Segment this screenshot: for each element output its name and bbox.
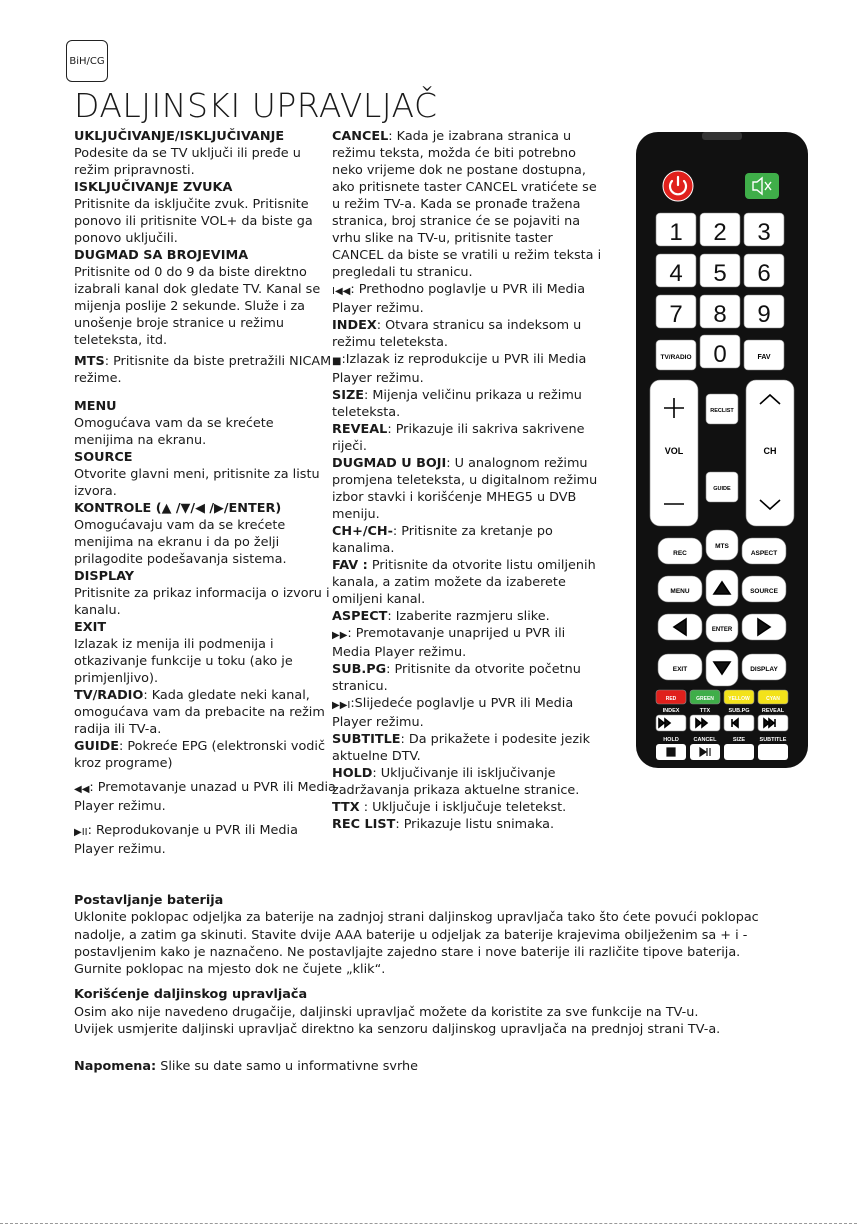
middle-column (332, 128, 604, 833)
note-text: Slike su date samo u informativne svrhe (156, 1059, 419, 1075)
remote-control-illustration (634, 130, 810, 770)
usage-heading: Korišćenje daljinskog upravljača (74, 987, 308, 1003)
function-key (758, 744, 788, 760)
col2-entry (332, 317, 604, 351)
digit-key-label: 6 (757, 260, 771, 287)
col2-entry (332, 799, 604, 816)
color-key-label: GREEN (696, 696, 714, 702)
col2-text: : Pritisnite za kretanje po kanalima. (332, 524, 553, 556)
media-control-icon: ◀◀ (74, 784, 90, 795)
col1-entry (74, 128, 336, 179)
col1-text: : Kada gledate neki kanal, omogućava vam da prebacite na režim radija ili TV-a. (74, 688, 325, 737)
col1-text: : Reprodukovanje u PVR ili Media Player režimu. (74, 823, 298, 857)
function-key-caption: TTX (699, 708, 711, 714)
col2-text: :Slijedeće poglavlje u PVR ili Media Player režimu. (332, 696, 574, 730)
col1-entry (74, 738, 336, 772)
display-label: DISPLAY (750, 666, 778, 673)
col1-inline-heading: TV/RADIO (74, 688, 144, 703)
col2-inline-heading: DUGMAD U BOJI (332, 456, 447, 471)
function-key-caption: SUB.PG (728, 708, 750, 714)
col2-text: : Prethodno poglavlje u PVR ili Media Player režimu. (332, 282, 586, 316)
left-column (74, 128, 336, 858)
mts-label: MTS (715, 543, 729, 550)
col2-text: : Pritisnite da otvorite početnu stranicu. (332, 662, 581, 694)
digit-key-label: 4 (669, 260, 683, 287)
col2-entry (332, 557, 604, 608)
col2-text: : Da prikažete i podesite jezik aktuelne DTV. (332, 732, 591, 764)
function-key-caption: SUBTITLE (759, 737, 787, 743)
col2-text: :Izlazak iz reprodukcije u PVR ili Media Player režimu. (332, 352, 587, 386)
media-control-icon: ■ (332, 356, 342, 367)
col2-entry (332, 695, 604, 731)
menu-label: MENU (670, 588, 690, 595)
col1-text: Otvorite glavni meni, pritisnite za listu izvora. (74, 467, 320, 499)
col1-entry (74, 500, 336, 568)
col2-inline-heading: CH+/CH- (332, 524, 393, 539)
col2-entry (332, 608, 604, 625)
note (74, 1058, 764, 1075)
col1-entry (74, 398, 336, 449)
col1-text: Pritisnite da isključite zvuk. Pritisnite ponovo ili pritisnite VOL+ da biste ga ponovo uključili. (74, 197, 313, 246)
fav-label: FAV (757, 354, 771, 361)
col2-entry (332, 128, 604, 281)
digit-key-label: 8 (713, 301, 727, 328)
source-label: SOURCE (750, 588, 778, 595)
col2-entry (332, 351, 604, 387)
aspect-label: ASPECT (750, 550, 778, 557)
col2-entry (332, 387, 604, 421)
battery-text: Uklonite poklopac odjeljka za baterije na zadnjoj strani daljinskog upravljača tako što ćete povući poklopac nadolje, a zatim ga skinuti. Stavite dvije AAA baterije u odjeljak za baterije krajevima obilježenim sa + i - postavljenim kako je naznačeno. Ne postavljajte zajedno stare i nove baterije ili različite tipove baterija. Gurnite poklopac na mjesto dok ne čujete „klik“. (74, 910, 759, 978)
col1-entry (74, 619, 336, 687)
col2-inline-heading: HOLD (332, 766, 373, 781)
col2-text: : Prikazuje listu snimaka. (395, 817, 555, 832)
function-key-caption: REVEAL (761, 708, 785, 714)
col2-entry (332, 625, 604, 661)
reclist-label: RECLIST (710, 408, 734, 414)
digit-key-label: 7 (669, 301, 683, 328)
page-title: DALJINSKI UPRAVLJAČ (74, 86, 438, 125)
function-key-caption: CANCEL (693, 737, 717, 743)
col2-text: : Mijenja veličinu prikaza u režimu teleteksta. (332, 388, 582, 420)
col1-text: Pritisnite za prikaz informacija o izvoru i kanalu. (74, 586, 330, 618)
col2-inline-heading: SUBTITLE (332, 732, 401, 747)
col1-text: : Pritisnite da biste pretražili NICAM režime. (74, 354, 332, 386)
col1-heading: ISKLJUČIVANJE ZVUKA (74, 180, 233, 195)
col2-inline-heading: SIZE (332, 388, 364, 403)
ir-window (702, 132, 742, 140)
col2-inline-heading: SUB.PG (332, 662, 387, 677)
col1-heading: EXIT (74, 620, 107, 635)
col1-entry (74, 779, 336, 815)
col2-text: : Kada je izabrana stranica u režimu teksta, možda će biti potrebno neko vrijeme dok ne postane dostupna, ako pritisnete taster CANCEL vratićete se u režim TV-a. Kada se pronađe tražena stranica, broj stranice će se pojaviti na vrhu slike na TV-u, pritisnite taster CANCEL da biste se vratili u režim teksta i pregledali tu stranicu. (332, 129, 602, 280)
col2-entry (332, 421, 604, 455)
color-key-label: RED (665, 696, 677, 702)
col2-inline-heading: ASPECT (332, 609, 388, 624)
col1-heading: DUGMAD SA BROJEVIMA (74, 248, 249, 263)
function-key-caption: INDEX (662, 708, 680, 714)
bottom-section (74, 892, 764, 1076)
enter-label: ENTER (711, 627, 733, 633)
page-bottom-rule (0, 1223, 857, 1224)
col2-text: : Uključivanje ili isključivanje zadržavanja prikaza aktuelne stranice. (332, 766, 580, 798)
col2-text: : Premotavanje unaprijed u PVR ili Media Player režimu. (332, 626, 566, 660)
function-key (724, 744, 754, 760)
usage-text-1: Osim ako nije navedeno drugačije, daljinski upravljač možete da koristite za sve funkcije na TV-u. (74, 1004, 699, 1020)
col2-entry (332, 765, 604, 799)
col1-heading: MENU (74, 399, 117, 414)
media-control-icon: I◀◀ (332, 286, 351, 297)
col2-text: : U analognom režimu promjena teleteksta, u digitalnom režimu izbor stavki i korišćenje MHEG5 u DVB meniju. (332, 456, 598, 522)
col2-entry (332, 455, 604, 523)
col1-text: Izlazak iz menija ili podmenija i otkazivanje funkcije u toku (ako je primjenljivo). (74, 637, 293, 686)
color-key-label: YELLOW (728, 696, 750, 702)
col1-heading: KONTROLE (▲ /▼/◀ /▶/ENTER) (74, 501, 282, 516)
col1-inline-heading: MTS (74, 354, 105, 369)
col2-text: : Uključuje i isključuje teletekst. (359, 800, 567, 815)
col2-text: Pritisnite da otvorite listu omiljenih kanala, a zatim možete da izaberete omiljeni kanal. (332, 558, 596, 607)
col2-inline-heading: FAV : (332, 558, 368, 573)
col2-inline-heading: TTX (332, 800, 360, 815)
media-control-icon: ▶II (74, 827, 88, 838)
col2-entry (332, 523, 604, 557)
exit-label: EXIT (672, 666, 688, 673)
function-key-caption: SIZE (732, 737, 746, 743)
col2-text: : Izaberite razmjeru slike. (387, 609, 550, 624)
col2-text: : Otvara stranicu sa indeksom u režimu teleteksta. (332, 318, 582, 350)
digit-key-label: 2 (713, 219, 727, 246)
col2-entry (332, 281, 604, 317)
col1-entry (74, 247, 336, 349)
tv-radio-label: TV/RADIO (660, 354, 692, 361)
color-key-label: CYAN (766, 696, 780, 702)
vol-label: VOL (664, 446, 684, 456)
function-key-caption: HOLD (663, 737, 679, 743)
digit-key-label: 1 (669, 219, 683, 246)
language-badge: BiH/CG (66, 40, 108, 82)
col2-entry (332, 731, 604, 765)
col1-text: Pritisnite od 0 do 9 da biste direktno izabrali kanal dok gledate TV. Kanal se mijenja poslije 2 sekunde. Služe i za unošenje broje stranice u režimu teleteksta, itd. (74, 265, 321, 348)
function-key (724, 715, 754, 731)
col1-text: Omogućavaju vam da se krećete menijima na ekranu i da po želji prilagodite podešavanja sistema. (74, 518, 287, 567)
col1-text: : Premotavanje unazad u PVR ili Media Player režimu. (74, 780, 336, 814)
guide-label: GUIDE (713, 486, 731, 492)
col2-inline-heading: INDEX (332, 318, 377, 333)
col2-text: : Prikazuje ili sakriva sakrivene riječi. (332, 422, 585, 454)
col1-entry (74, 449, 336, 500)
col1-heading: DISPLAY (74, 569, 135, 584)
col2-inline-heading: CANCEL (332, 129, 389, 144)
digit-key-label: 5 (713, 260, 727, 287)
note-label: Napomena: (74, 1059, 157, 1075)
media-control-icon: ▶▶I (332, 700, 351, 711)
col1-heading: SOURCE (74, 450, 133, 465)
usage-text-2: Uvijek usmjerite daljinski upravljač direktno ka senzoru daljinskog upravljača na prednjoj strani TV-a. (74, 1022, 721, 1038)
col1-heading: UKLJUČIVANJE/ISKLJUČIVANJE (74, 129, 285, 144)
col1-inline-heading: GUIDE (74, 739, 120, 754)
col1-entry (74, 568, 336, 619)
col1-entry (74, 179, 336, 247)
col2-entry (332, 661, 604, 695)
digit-key-label: 3 (757, 219, 771, 246)
col1-text: : Pokreće EPG (elektronski vodič kroz programe) (74, 739, 325, 771)
col2-entry (332, 816, 604, 833)
col2-inline-heading: REC LIST (332, 817, 396, 832)
digit-key-label: 9 (757, 301, 771, 328)
rec-label: REC (673, 550, 687, 557)
col1-text: Omogućava vam da se krećete menijima na ekranu. (74, 416, 274, 448)
media-control-icon: ▶▶ (332, 630, 348, 641)
col1-entry (74, 822, 336, 858)
col1-entry (74, 687, 336, 738)
col1-text: Podesite da se TV uključi ili pređe u režim pripravnosti. (74, 146, 301, 178)
battery-heading: Postavljanje baterija (74, 893, 224, 908)
col1-entry (74, 353, 336, 387)
digit-key-label: 0 (713, 341, 727, 368)
ch-label: CH (763, 446, 777, 456)
col2-inline-heading: REVEAL (332, 422, 388, 437)
